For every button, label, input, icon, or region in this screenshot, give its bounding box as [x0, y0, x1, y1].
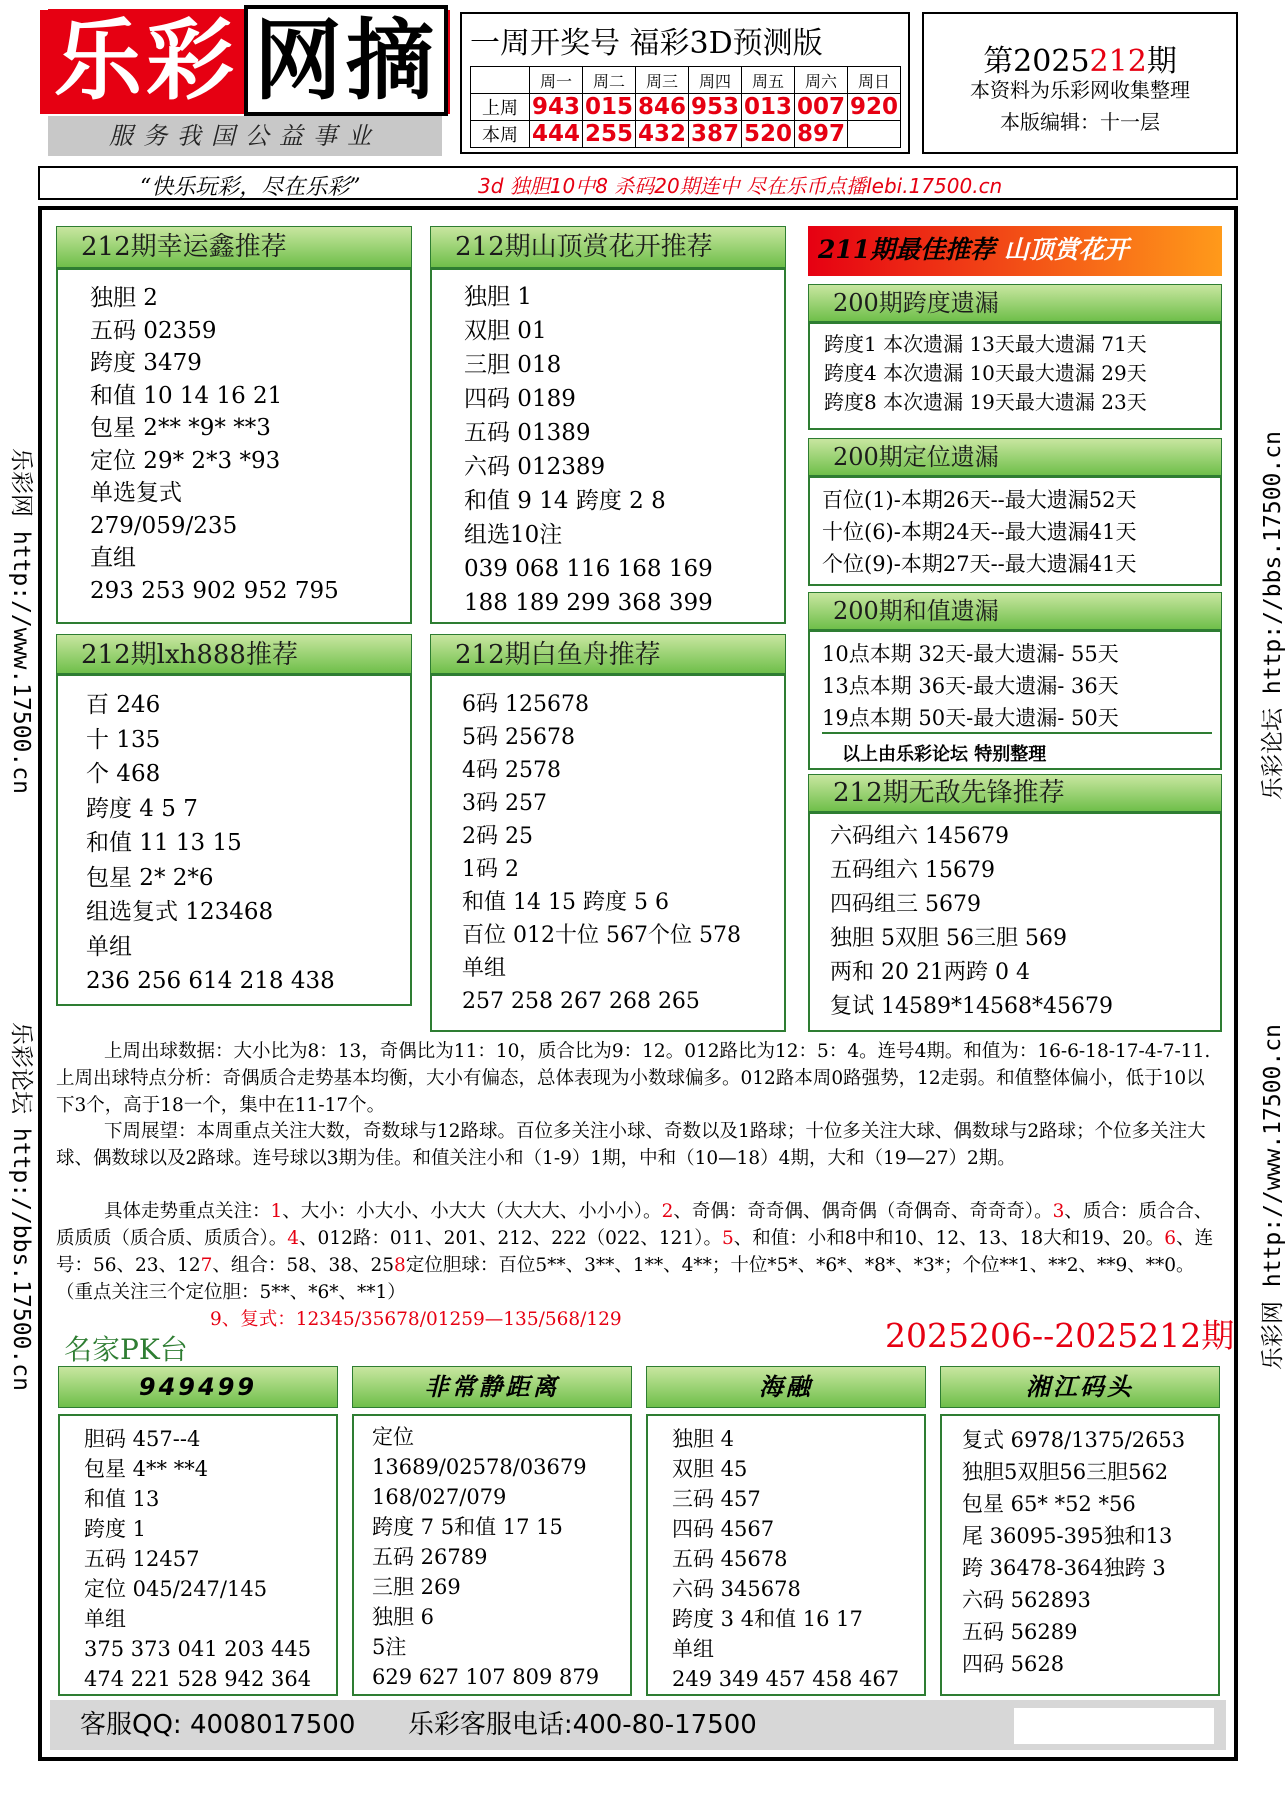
- draw-number: 007: [795, 94, 848, 121]
- pk-header: 湘江码头: [940, 1366, 1220, 1408]
- focus-intro: 具体走势重点关注：: [104, 1201, 271, 1222]
- panel-line: 三码 457: [672, 1487, 761, 1511]
- panel-line: 复试 14589*14568*45679: [830, 994, 1113, 1019]
- analysis-last-week: 上周出球数据：大小比为8：13，奇偶比为11：10，质合比为9：12。012路比为12：5：4。连号4期。和值为：16-6-18-17-4-7-11.上周出球特点分析：奇偶质合走势基本均衡，大小有偏态，总体表现为小数球偏多。012路本周0路强势，12走弱。和值整体偏小，低于10以下3个，高于18一个，集中在11-17个。: [56, 1041, 1211, 1116]
- draw-number: 520: [742, 121, 795, 148]
- day-header: 周五: [742, 67, 795, 94]
- panel-line: 1码 2: [462, 857, 519, 882]
- draw-number: 015: [583, 94, 636, 121]
- issue-number: 212: [1089, 44, 1147, 79]
- panel-line: 定位 045/247/145: [84, 1577, 268, 1601]
- panel-line: 四码 0189: [464, 386, 576, 412]
- draw-number: 846: [636, 94, 689, 121]
- panel-line: 六码 012389: [464, 454, 606, 480]
- analysis-combo: 9、复式：12345/35678/01259—135/568/129: [210, 1309, 622, 1330]
- draw-number: 444: [530, 121, 583, 148]
- panel-line: 十 135: [86, 726, 161, 753]
- panel-line: 跨 36478-364独跨 3: [962, 1556, 1166, 1580]
- focus-text: 定位胆球：百位5**、3**、1**、4**；十位*5*、*6*、*8*、*3*；个位**1、**2、**9、**0。（重点关注三个定位胆：5**、*6*、**1）: [56, 1255, 1195, 1303]
- panel-line: 375 373 041 203 445: [84, 1637, 312, 1661]
- panel-line: 10点本期 32天-最大遗漏- 55天: [822, 642, 1119, 666]
- panel-line: 两和 20 21两跨 0 4: [830, 960, 1030, 985]
- panel-line: 包星 2* 2*6: [86, 864, 214, 891]
- panel-line: 五码 12457: [84, 1547, 200, 1571]
- panel-line: 单组: [86, 933, 132, 960]
- panel-header: 212期无敌先锋推荐: [808, 774, 1222, 812]
- focus-index: 2: [661, 1201, 674, 1222]
- focus-index: 8: [394, 1255, 406, 1276]
- pk-panel: [940, 1414, 1220, 1696]
- panel-line: 组选复式 123468: [86, 899, 274, 925]
- panel-line: 跨度 4 5 7: [86, 795, 198, 822]
- pk-header: 949499: [58, 1366, 338, 1408]
- panel-line: 257 258 267 268 265: [462, 989, 700, 1014]
- panel-line: 六码组六 145679: [830, 824, 1009, 849]
- panel-line: 组选10注: [464, 522, 563, 548]
- panel-line: 六码 562893: [962, 1588, 1091, 1612]
- panel-line: 2码 25: [462, 824, 533, 849]
- focus-text: 、组合：58、38、25: [212, 1255, 395, 1276]
- panel-line: 3码 257: [462, 791, 547, 816]
- panel-line: 跨度 1: [84, 1517, 147, 1541]
- panel-line: 和值 14 15 跨度 5 6: [462, 890, 669, 915]
- panel-line: 单组: [84, 1607, 126, 1631]
- best-name: 山顶赏花开: [1003, 235, 1129, 264]
- side-link-left-bottom[interactable]: 乐彩论坛 http://bbs.17500.cn: [8, 1022, 34, 1391]
- panel-line: 4码 2578: [462, 758, 561, 783]
- panel-line: 六码 345678: [672, 1577, 801, 1601]
- panel-line: 474 221 528 942 364: [84, 1667, 312, 1691]
- day-header: 周二: [583, 67, 636, 94]
- service-qq[interactable]: 客服QQ: 4008017500: [80, 1710, 356, 1740]
- panel-line: 直组: [90, 545, 136, 571]
- side-link-right-bottom[interactable]: 乐彩网 http://www.17500.cn: [1260, 1024, 1286, 1370]
- recommend-panel: [56, 674, 412, 1006]
- issue-suffix: 期: [1146, 44, 1177, 79]
- panel-line: 5注: [372, 1635, 407, 1659]
- pk-panel: [352, 1414, 632, 1696]
- focus-text: 、连号：56、23、12: [56, 1228, 1214, 1276]
- issue-prefix: 第2025: [983, 44, 1090, 79]
- draw-number: 897: [795, 121, 848, 148]
- panel-line: 236 256 614 218 438: [86, 968, 335, 994]
- issue-source: 本资料为乐彩网收集整理: [970, 78, 1190, 102]
- customer-service: [80, 1704, 757, 1741]
- panel-line: 和值 10 14 16 21: [90, 382, 283, 409]
- panel-line: 百位(1)-本期26天--最大遗漏52天: [822, 488, 1137, 512]
- omission-panel: [808, 476, 1222, 586]
- panel-line: 独胆 1: [464, 284, 532, 310]
- panel-line: 双胆 45: [672, 1457, 748, 1481]
- draw-number: 432: [636, 121, 689, 148]
- panel-line: 19点本期 50天-最大遗漏- 50天: [822, 706, 1119, 730]
- focus-text: 、大小：小大小、小大大（大大大、小小小）。: [282, 1201, 662, 1222]
- panel-line: 单选复式: [90, 480, 182, 506]
- panel-line: 279/059/235: [90, 512, 238, 539]
- panel-line: 尾 36095-395独和13: [962, 1524, 1173, 1548]
- pk-header: 非常静距离: [352, 1366, 632, 1408]
- draw-table: [470, 66, 901, 148]
- panel-line: 629 627 107 809 879: [372, 1665, 600, 1689]
- panel-line: 五码 02359: [90, 317, 217, 344]
- row-label: 本周: [471, 121, 530, 148]
- day-header: 周六: [795, 67, 848, 94]
- pk-title: 名家PK台: [64, 1333, 188, 1366]
- side-link-left-top[interactable]: 乐彩网 http://www.17500.cn: [8, 448, 34, 794]
- panel-line: 独胆5双胆56三胆562: [962, 1460, 1169, 1484]
- site-logo: [40, 8, 450, 114]
- focus-text: 、和值：小和8中和10、12、13、18大和19、20。: [733, 1228, 1165, 1249]
- panel-line: 293 253 902 952 795: [90, 577, 339, 604]
- panel-line: 和值 9 14 跨度 2 8: [464, 488, 666, 514]
- focus-index: 7: [200, 1255, 213, 1276]
- panel-line: 6码 125678: [462, 692, 589, 717]
- draw-number: 943: [530, 94, 583, 121]
- recommend-panel: [56, 268, 412, 624]
- panel-line: 跨度1 本次遗漏 13天最大遗漏 71天: [824, 332, 1147, 356]
- day-header: 周一: [530, 67, 583, 94]
- panel-line: 五码 26789: [372, 1545, 488, 1569]
- panel-line: 包星 4** **4: [84, 1457, 209, 1481]
- logo-part1: 乐彩: [48, 9, 244, 112]
- panel-line: 单组: [672, 1637, 714, 1661]
- panel-line: 个位(9)-本期27天--最大遗漏41天: [822, 552, 1137, 576]
- draw-number: 920: [848, 94, 901, 121]
- panel-line: 个 468: [86, 761, 161, 787]
- panel-line: 单组: [462, 956, 507, 981]
- panel-line: 跨度 3479: [90, 350, 202, 376]
- panel-line: 五码组六 15679: [830, 858, 995, 883]
- issue-range: 2025206--2025212期: [885, 1316, 1235, 1355]
- panel-line: 包星 2** *9* **3: [90, 415, 271, 441]
- draw-number: 387: [689, 121, 742, 148]
- best-label: 211期最佳推荐: [818, 235, 996, 264]
- draw-number: [848, 121, 901, 148]
- service-phone[interactable]: 乐彩客服电话:400-80-17500: [407, 1710, 757, 1740]
- panel-line: 13点本期 36天-最大遗漏- 36天: [822, 674, 1119, 698]
- panel-header: 212期幸运鑫推荐: [56, 226, 412, 268]
- recommend-panel: [430, 268, 786, 624]
- focus-index: 1: [270, 1201, 283, 1222]
- panel-line: 跨度4 本次遗漏 10天最大遗漏 29天: [824, 361, 1147, 385]
- panel-header: 200期跨度遗漏: [808, 284, 1222, 322]
- panel-line: 039 068 116 168 169: [464, 556, 713, 582]
- panel-line: 独胆 4: [672, 1427, 735, 1451]
- panel-line: 十位(6)-本期24天--最大遗漏41天: [822, 520, 1137, 544]
- draw-number: 953: [689, 94, 742, 121]
- panel-line: 188 189 299 368 399: [464, 590, 713, 616]
- panel-line: 四码 5628: [962, 1652, 1065, 1676]
- focus-index: 4: [287, 1228, 300, 1249]
- panel-line: 5码 25678: [462, 725, 575, 750]
- day-header: 周四: [689, 67, 742, 94]
- panel-line: 定位 29* 2*3 *93: [90, 447, 281, 474]
- slogan: “快乐玩彩，尽在乐彩”: [140, 175, 361, 200]
- panel-line: 和值 11 13 15: [86, 830, 242, 856]
- panel-line: 三胆 269: [372, 1575, 461, 1599]
- draw-title: 一周开奖号 福彩3D预测版: [470, 26, 823, 61]
- panel-line: 三胆 018: [464, 352, 562, 378]
- panel-line: 独胆 2: [90, 285, 158, 311]
- logo-part2: 网摘: [244, 5, 448, 116]
- row-label: 上周: [471, 94, 530, 121]
- panel-header: 212期山顶赏花开推荐: [430, 226, 786, 268]
- panel-line: 跨度8 本次遗漏 19天最大遗漏 23天: [824, 390, 1147, 414]
- focus-text: 、奇偶：奇奇偶、偶奇偶（奇偶奇、奇奇奇）。: [673, 1201, 1053, 1222]
- focus-text: 、质合：质合合、质质质（质合质、质质合）。: [56, 1201, 1213, 1249]
- day-header: 周三: [636, 67, 689, 94]
- side-link-right-top[interactable]: 乐彩论坛 http://bbs.17500.cn: [1260, 431, 1286, 800]
- pk-header: 海融: [646, 1366, 926, 1408]
- panel-line: 定位: [372, 1425, 414, 1449]
- focus-index: 6: [1164, 1228, 1177, 1249]
- recommend-panel: [430, 674, 786, 1032]
- day-header: 周日: [848, 67, 901, 94]
- pk-panel: [58, 1414, 338, 1696]
- focus-text: 、012路：011、201、212、222（022、121）。: [299, 1228, 722, 1249]
- panel-line: 13689/02578/03679: [372, 1455, 587, 1479]
- omission-panel: [808, 322, 1222, 430]
- panel-line: 四码组三 5679: [830, 892, 981, 917]
- panel-header: 200期和值遗漏: [808, 592, 1222, 630]
- draw-number: 255: [583, 121, 636, 148]
- panel-line: 胆码 457--4: [84, 1427, 201, 1451]
- footer-blank: [1014, 1708, 1214, 1744]
- panel-header: 212期lxh888推荐: [56, 634, 412, 674]
- divider: [822, 732, 1212, 734]
- panel-line: 四码 4567: [672, 1517, 775, 1541]
- analysis-focus: [56, 1198, 1222, 1306]
- panel-line: 百 246: [86, 692, 161, 718]
- pk-panel: [646, 1414, 926, 1696]
- panel-line: 复式 6978/1375/2653: [962, 1428, 1186, 1452]
- panel-line: 五码 56289: [962, 1620, 1078, 1644]
- focus-index: 5: [721, 1228, 734, 1249]
- panel-line: 168/027/079: [372, 1485, 507, 1509]
- promo-link[interactable]: 3d 独胆10中8 杀码20期连中 尽在乐币点播lebi.17500.cn: [478, 174, 1003, 198]
- draw-number: 013: [742, 94, 795, 121]
- panel-line: 百位 012十位 567个位 578: [462, 923, 741, 948]
- panel-line: 独胆 6: [372, 1605, 435, 1629]
- panel-line: 双胆 01: [464, 318, 547, 344]
- corner-cell: [471, 67, 530, 94]
- analysis-next-week: 下周展望：本周重点关注大数，奇数球与12路球。百位多关注小球、奇数以及1路球；十位多关注大球、偶数球与2路球；个位多关注大球、偶数球以及2路球。连号球以3期为佳。和值关注小和（1-9）1期，中和（10—18）4期，大和（19—27）2期。: [56, 1121, 1206, 1169]
- panel-line: 独胆 5双胆 56三胆 569: [830, 926, 1067, 951]
- forum-note: 以上由乐彩论坛 特别整理: [842, 744, 1047, 765]
- panel-header: 200期定位遗漏: [808, 438, 1222, 476]
- panel-line: 和值 13: [84, 1487, 160, 1511]
- panel-line: 249 349 457 458 467: [672, 1667, 900, 1691]
- issue-editor: 本版编辑：十一层: [1000, 110, 1160, 134]
- best-recommend-banner: [808, 226, 1222, 276]
- recommend-panel: [808, 812, 1222, 1032]
- focus-index: 3: [1052, 1201, 1065, 1222]
- panel-line: 包星 65* *52 *56: [962, 1492, 1136, 1516]
- panel-header: 212期白鱼舟推荐: [430, 634, 786, 674]
- panel-line: 五码 45678: [672, 1547, 788, 1571]
- panel-line: 五码 01389: [464, 420, 591, 446]
- panel-line: 跨度 3 4和值 16 17: [672, 1607, 863, 1631]
- logo-tagline: 服务我国公益事业: [48, 116, 442, 156]
- panel-line: 跨度 7 5和值 17 15: [372, 1515, 563, 1539]
